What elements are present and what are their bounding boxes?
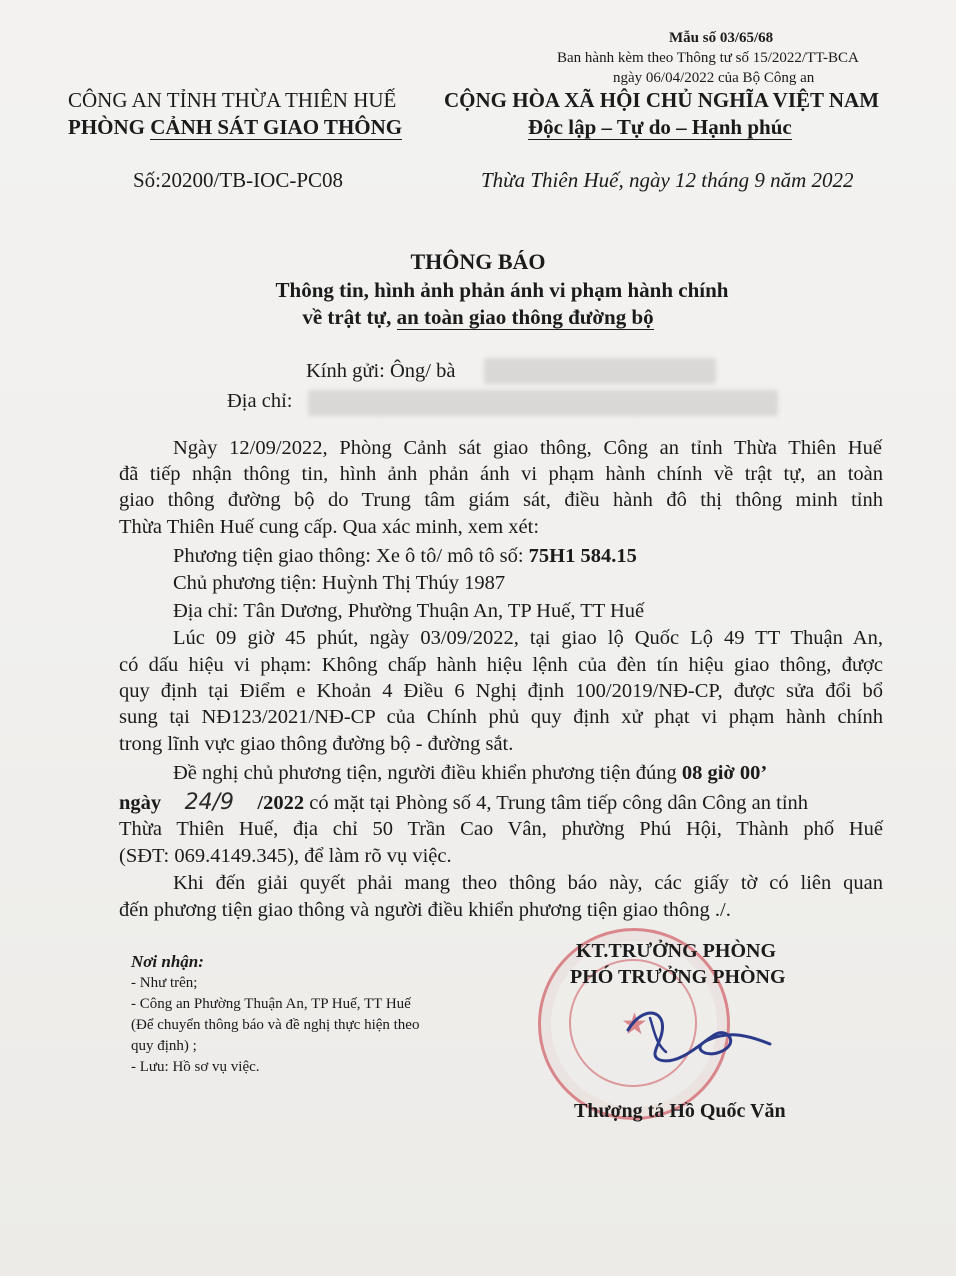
- place-date: Thừa Thiên Huế, ngày 12 tháng 9 năm 2022: [481, 168, 854, 192]
- recipients-item-2b: (Để chuyển thông báo và đề nghị thực hiện theo: [131, 1017, 420, 1033]
- signatory-title-2: PHÓ TRƯỞNG PHÒNG: [570, 966, 786, 988]
- body-paragraph-1-line2: đã tiếp nhận thông tin, hình ảnh phản ánh vi phạm hành chính về trật tự, an toàn: [119, 463, 883, 485]
- recipients-item-2c: quy định) ;: [131, 1038, 197, 1054]
- recipients-item-3: - Lưu: Hồ sơ vụ việc.: [131, 1059, 260, 1075]
- body-paragraph-1-line3: giao thông đường bộ do Trung tâm giám sát, điều hành đô thị thông minh tỉnh: [119, 489, 883, 511]
- request-line2: ngày 24/9 /2022 có mặt tại Phòng số 4, Trung tâm tiếp công dân Công an tỉnh: [119, 790, 809, 815]
- address-label: Địa chỉ:: [227, 390, 293, 412]
- document-number: Số:20200/TB-IOC-PC08: [133, 168, 344, 192]
- violation-line1: Lúc 09 giờ 45 phút, ngày 03/09/2022, tại giao lộ Quốc Lộ 49 TT Thuận An,: [173, 627, 883, 649]
- document-title: THÔNG BÁO: [410, 249, 546, 274]
- owner-address-line: Địa chỉ: Tân Dương, Phường Thuận An, TP Huế, TT Huế: [173, 600, 645, 622]
- recipient-address-redacted: [308, 390, 778, 416]
- body-paragraph-1-line1: Ngày 12/09/2022, Phòng Cảnh sát giao thông, Công an tỉnh Thừa Thiên Huế: [173, 437, 882, 459]
- recipients-heading: Nơi nhận:: [131, 952, 204, 971]
- request-line3: Thừa Thiên Huế, địa chỉ 50 Trần Cao Vân, phường Phú Hội, Thành phố Huế: [119, 818, 883, 840]
- handwritten-date: 24/9: [184, 790, 234, 815]
- recipient-label: Kính gửi: Ông/ bà: [306, 360, 456, 382]
- request-line1: Đề nghị chủ phương tiện, người điều khiển phương tiện đúng 08 giờ 00’: [173, 762, 768, 784]
- national-motto: Độc lập – Tự do – Hạnh phúc: [528, 115, 792, 139]
- owner-line: Chủ phương tiện: Huỳnh Thị Thúy 1987: [173, 572, 506, 594]
- document-subtitle-line2: về trật tự, an toàn giao thông đường bộ: [302, 305, 654, 329]
- violation-line3: quy định tại Điểm e Khoản 4 Điều 6 Nghị định 100/2019/NĐ-CP, được sửa đổi bổ: [119, 680, 883, 702]
- signature: [620, 1000, 780, 1070]
- violation-line4: sung tại NĐ123/2021/NĐ-CP của Chính phủ quy định xử phạt vi phạm hành chính: [119, 706, 883, 728]
- recipients-item-2: - Công an Phường Thuận An, TP Huế, TT Huế: [131, 996, 411, 1012]
- document-subtitle-line1: Thông tin, hình ảnh phản ánh vi phạm hành chính: [275, 278, 729, 302]
- agency-parent: CÔNG AN TỈNH THỪA THIÊN HUẾ: [68, 88, 397, 112]
- request-line4: (SĐT: 069.4149.345), để làm rõ vụ việc.: [119, 845, 452, 867]
- body-paragraph-1-line4: Thừa Thiên Huế cung cấp. Qua xác minh, xem xét:: [119, 516, 540, 538]
- form-reference-line1: Ban hành kèm theo Thông tư số 15/2022/TT-BCA: [557, 50, 859, 66]
- violation-line5: trong lĩnh vực giao thông đường bộ - đường sắt.: [119, 733, 514, 755]
- recipient-name-redacted: [484, 358, 716, 384]
- form-reference-line2: ngày 06/04/2022 của Bộ Công an: [613, 70, 815, 86]
- closing-line1: Khi đến giải quyết phải mang theo thông báo này, các giấy tờ có liên quan: [173, 872, 883, 894]
- closing-line2: đến phương tiện giao thông và người điều khiển phương tiện giao thông ./.: [119, 899, 731, 921]
- violation-line2: có dấu hiệu vi phạm: Không chấp hành hiệu lệnh của đèn tín hiệu giao thông, được: [119, 654, 883, 676]
- vehicle-line: Phương tiện giao thông: Xe ô tô/ mô tô số: 75H1 584.15: [173, 545, 637, 567]
- signatory-title-1: KT.TRƯỞNG PHÒNG: [576, 940, 776, 962]
- form-number: Mẫu số 03/65/68: [669, 30, 774, 46]
- seal-star-icon: ★: [621, 1008, 648, 1041]
- national-title: CỘNG HÒA XÃ HỘI CHỦ NGHĨA VIỆT NAM: [444, 88, 880, 112]
- signatory-name: Thượng tá Hồ Quốc Văn: [574, 1100, 786, 1122]
- recipients-item-1: - Như trên;: [131, 975, 198, 991]
- agency-name: PHÒNG CẢNH SÁT GIAO THÔNG: [68, 115, 403, 139]
